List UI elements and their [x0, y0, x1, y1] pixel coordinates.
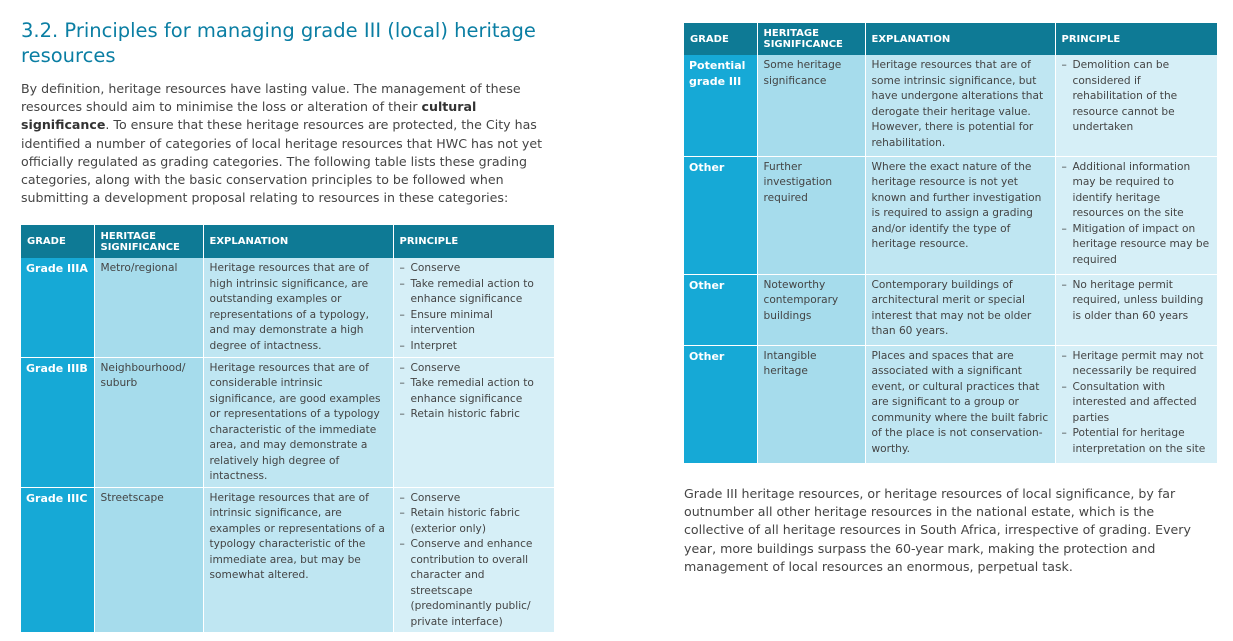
table-row [21, 487, 554, 633]
header-principle: PRINCIPLE [393, 225, 554, 258]
table-row [684, 156, 1217, 274]
principle-item: – Take remedial action to enhance significance [400, 376, 550, 407]
principle-cell [1055, 274, 1217, 345]
principle-item: – Ensure minimal intervention [400, 308, 550, 339]
principle-item: – Retain historic fabric (exterior only) [400, 506, 550, 537]
explanation-cell: Where the exact nature of the heritage resource is not yet known and further investigation is required to assign a grading and/or identify the type of heritage resource. [865, 156, 1055, 274]
principle-item: – Conserve [400, 361, 550, 377]
table-row [21, 357, 554, 487]
significance-cell: Streetscape [94, 487, 203, 633]
principle-item: – Potential for heritage interpretation on the site [1062, 426, 1213, 457]
intro-text-end: . To ensure that these heritage resources are protected, the City has identified a number of categories of local heritage resources that HWC has not yet officially regulated as grading categories. The following table lists these grading categories, along with the basic conservation principles to be followed when submitting a development proposal relating to resources in these categories: [21, 117, 543, 206]
header-explanation: EXPLANATION [203, 225, 393, 258]
principle-item: – Retain historic fabric [400, 407, 550, 423]
grade-cell: Grade IIIB [21, 357, 94, 487]
explanation-cell: Contemporary buildings of architectural merit or special interest that may not be older than 60 years. [865, 274, 1055, 345]
header-significance: HERITAGE SIGNIFICANCE [94, 225, 203, 258]
grade-cell: Other [684, 274, 757, 345]
principle-item: – Demolition can be considered if rehabilitation of the resource cannot be undertaken [1062, 58, 1213, 136]
principle-cell [393, 487, 554, 633]
principle-item: – Conserve and enhance contribution to overall character and streetscape (predominantly public/ private interface) [400, 537, 550, 630]
grade-cell: Other [684, 345, 757, 463]
principle-item: – Additional information may be required to identify heritage resources on the site [1062, 160, 1213, 222]
significance-cell: Neighbourhood/ suburb [94, 357, 203, 487]
significance-cell: Metro/regional [94, 258, 203, 357]
explanation-cell: Heritage resources that are of high intrinsic significance, are outstanding examples or representations of a typology, and may demonstrate a high degree of intactness. [203, 258, 393, 357]
principle-cell [1055, 345, 1217, 463]
header-grade: GRADE [684, 23, 757, 55]
principle-cell [393, 357, 554, 487]
explanation-cell: Heritage resources that are of some intrinsic significance, but have undergone alterations that derogate their heritage value. However, there is potential for rehabilitation. [865, 55, 1055, 156]
header-grade: GRADE [21, 225, 94, 258]
table-header-row [684, 23, 1217, 55]
grade-cell: Potential grade III [684, 55, 757, 156]
grade-cell: Grade IIIC [21, 487, 94, 633]
header-explanation: EXPLANATION [865, 23, 1055, 55]
grading-table-left [21, 225, 554, 633]
table-row [684, 345, 1217, 463]
table-row [684, 274, 1217, 345]
header-principle: PRINCIPLE [1055, 23, 1217, 55]
header-significance: HERITAGE SIGNIFICANCE [757, 23, 865, 55]
table-header-row [21, 225, 554, 258]
principle-item: – No heritage permit required, unless building is older than 60 years [1062, 278, 1213, 325]
grading-table-right [684, 23, 1217, 464]
principle-item: – Conserve [400, 261, 550, 277]
intro-paragraph [21, 80, 561, 207]
significance-cell: Noteworthy contemporary buildings [757, 274, 865, 345]
intro-bold-term: cultural significance [21, 99, 477, 133]
explanation-cell: Heritage resources that are of intrinsic significance, are examples or representations of a typology characteristic of the immediate area, but may be somewhat altered. [203, 487, 393, 633]
principle-cell [393, 258, 554, 357]
significance-cell: Intangible heritage [757, 345, 865, 463]
significance-cell: Some heritage significance [757, 55, 865, 156]
grade-cell: Grade IIIA [21, 258, 94, 357]
principle-cell [1055, 156, 1217, 274]
closing-paragraph: Grade III heritage resources, or heritage resources of local significance, by far outnumber all other heritage resources in the national estate, which is the collective of all heritage resources in South Africa, irrespective of grading. Every year, more buildings surpass the 60-year mark, making the protection and management of local resources an enormous, perpetual task. [684, 486, 1191, 574]
principle-item: – Heritage permit may not necessarily be required [1062, 349, 1213, 380]
principle-item: – Conserve [400, 491, 550, 507]
table-row [21, 258, 554, 357]
significance-cell: Further investigation required [757, 156, 865, 274]
principle-item: – Mitigation of impact on heritage resource may be required [1062, 222, 1213, 269]
table-row [684, 55, 1217, 156]
explanation-cell: Places and spaces that are associated with a significant event, or cultural practices that are significant to a group or community where the built fabric of the place is not conservation-worthy. [865, 345, 1055, 463]
grade-cell: Other [684, 156, 757, 274]
explanation-cell: Heritage resources that are of considerable intrinsic significance, are good examples or representations of a typology characteristic of the immediate area, and may demonstrate a relatively high degree of intactness. [203, 357, 393, 487]
principle-item: – Take remedial action to enhance significance [400, 277, 550, 308]
intro-text-start: By definition, heritage resources have lasting value. The management of these resources should aim to minimise the loss or alteration of their [21, 81, 521, 115]
section-heading: 3.2. Principles for managing grade III (local) heritage resources [21, 19, 536, 67]
principle-item: – Interpret [400, 339, 550, 355]
principle-item: – Consultation with interested and affected parties [1062, 380, 1213, 427]
principle-cell [1055, 55, 1217, 156]
